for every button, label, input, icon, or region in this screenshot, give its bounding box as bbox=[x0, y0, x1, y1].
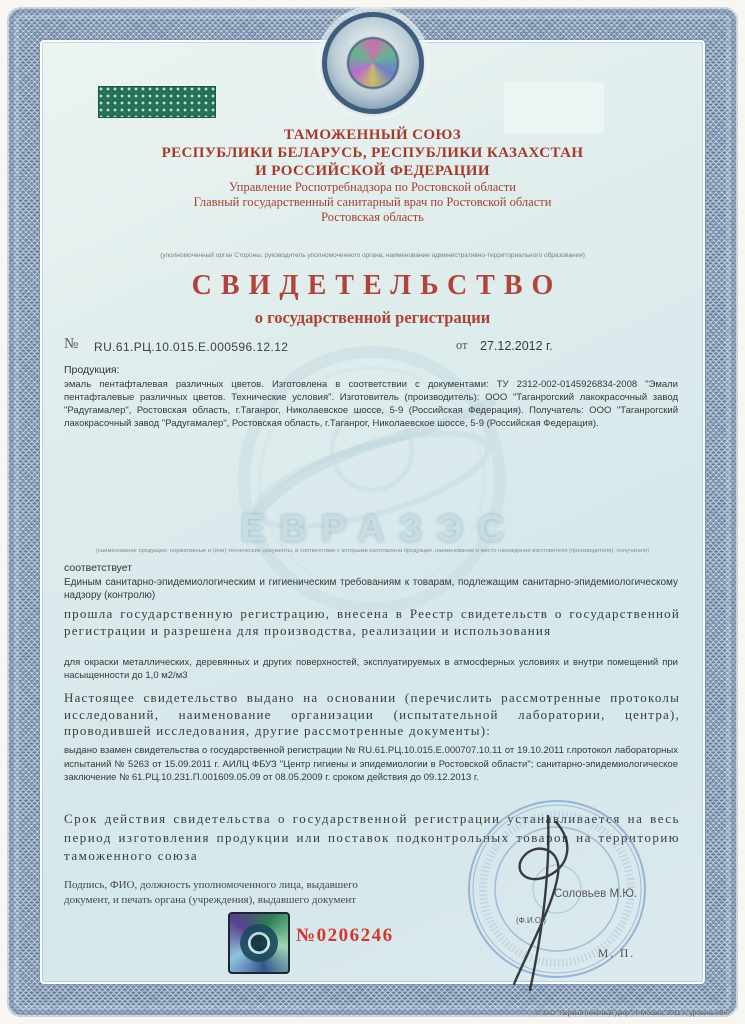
stamp-place-label: М. П. bbox=[598, 948, 636, 960]
registration-number: RU.61.РЦ.10.015.Е.000596.12.12 bbox=[94, 340, 289, 354]
signature-block-label: Подпись, ФИО, должность уполномоченного лица, выдавшего документ, и печать органа (учреждения), выдавшего документ bbox=[64, 879, 358, 906]
printer-footer: © ЗАО "Первый печатный двор", г. Москва, 2011 г., уровень «В». bbox=[535, 1010, 729, 1017]
basis-statement: Настоящее свидетельство выдано на основании (перечислить рассмотренные протоколы исследований, наименование организации (испытательной лаборатории, центра), проводившей исследования, другие рассмотренные документы): bbox=[64, 690, 680, 738]
header-union-line2: РЕСПУБЛИКИ БЕЛАРУСЬ, РЕСПУБЛИКИ КАЗАХСТАН bbox=[161, 145, 584, 161]
document-header bbox=[42, 126, 703, 225]
document-title: СВИДЕТЕЛЬСТВО bbox=[191, 270, 563, 301]
issuing-authority: Управление Роспотребнадзора по Ростовской области bbox=[229, 180, 516, 194]
document-subtitle: о государственной регистрации bbox=[254, 308, 491, 327]
product-description: эмаль пентафталевая различных цветов. Изготовлена в соответствии с документами: ТУ 2312-002-0145926834-2008 "Эмали пентафталевые различных цветов. Технические условия". Изготовитель (производитель): ООО "Таганрогский лакокрасочный завод "Радугамалер", Ростовская область, г.Таганрог, Николаевское шоссе, 5-9 (Российская Федерация). Получатель: ООО "Таганрогский лакокрасочный завод "Радугамалер", Ростовская область, г.Таганрог, Николаевское шоссе, 5-9 (Российская Федерация). bbox=[64, 379, 678, 429]
product-caption: (наименование продукции, нормативные и (или) технические документы, в соответствии с которыми изготовлена продукция, наименование и место нахождения изготовителя (производителя), получателя) bbox=[95, 548, 650, 554]
hologram-strip-icon bbox=[98, 86, 216, 118]
fio-caption: (Ф.И.О.) bbox=[515, 916, 547, 925]
serial-number: №0206246 bbox=[296, 925, 394, 946]
certificate-content bbox=[42, 42, 703, 982]
signatory-name: Соловьев М.Ю. bbox=[554, 888, 638, 900]
product-label: Продукция: bbox=[64, 364, 120, 376]
validity-statement: Срок действия свидетельства о государственной регистрации устанавливается на весь период изготовления продукции или поставок подконтрольных товаров на территорию таможенного союза bbox=[64, 811, 680, 863]
eurasec-watermark-text: ЕВРАЗЭС bbox=[240, 508, 519, 550]
hologram-sticker-icon bbox=[228, 912, 290, 974]
usage-scope-text: для окраски металлических, деревянных и других поверхностей, эксплуатируемых в атмосферных условиях и внутри помещений при насыщенности до 1,0 м2/м3 bbox=[64, 657, 678, 681]
compliance-text: Единым санитарно-эпидемиологическим и гигиеническим требованиям к товарам, подлежащим санитарно-эпидемиологическому надзору (контролю) bbox=[64, 577, 678, 601]
signature-icon bbox=[478, 814, 608, 994]
compliance-lead: соответствует bbox=[64, 562, 133, 574]
customs-union-emblem-icon bbox=[322, 12, 424, 114]
chief-sanitary-doctor: Главный государственный санитарный врач по Ростовской области bbox=[193, 195, 552, 209]
number-sign-label: № bbox=[64, 336, 79, 352]
header-union-line1: ТАМОЖЕННЫЙ СОЮЗ bbox=[283, 127, 462, 143]
basis-details: выдано взамен свидетельства о государственной регистрации № RU.61.РЦ.10.015.Е.000707.10.11 от 19.10.2011 г.протокол лабораторных испытаний № 5263 от 15.09.2011 г. АИЛЦ ФБУЗ "Центр гигиены и эпидемиологии в Ростовской области"; санитарно-эпидемиологическое заключение № 61.РЦ.10.231.П.001609.05.09 от 08.05.2009 г. сроком действия до 09.12.2013 г. bbox=[64, 745, 678, 783]
region-name: Ростовская область bbox=[321, 210, 424, 224]
header-union-line3: И РОССИЙСКОЙ ФЕДЕРАЦИИ bbox=[255, 163, 490, 179]
header-caption: (уполномоченный орган Стороны, руководитель уполномоченного органа, наименование административно-территориального образования) bbox=[160, 252, 585, 259]
date-label: от bbox=[456, 338, 468, 352]
registration-statement: прошла государственную регистрацию, внесена в Реестр свидетельств о государственной регистрации и разрешена для производства, реализации и использования bbox=[64, 606, 680, 638]
registration-date: 27.12.2012 г. bbox=[480, 339, 553, 353]
